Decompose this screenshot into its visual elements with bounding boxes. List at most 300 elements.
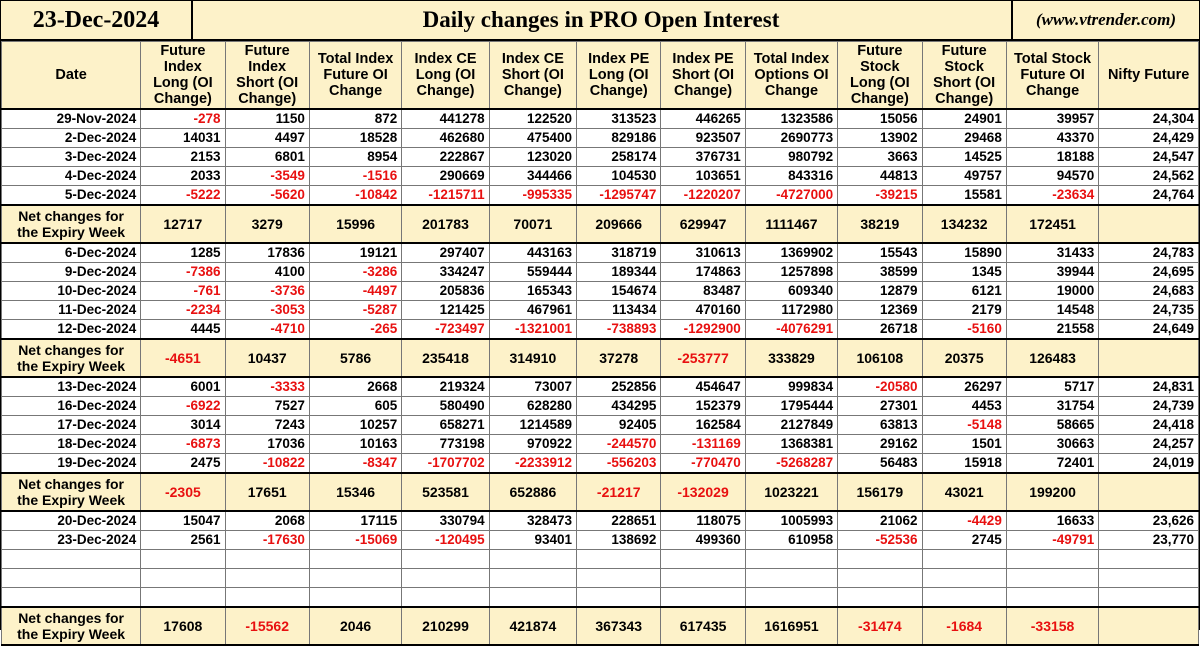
- value-cell: -31474: [838, 607, 922, 645]
- value-cell: 17836: [225, 243, 309, 263]
- value-cell: 106108: [838, 339, 922, 377]
- value-cell: 8954: [309, 148, 401, 167]
- value-cell: -39215: [838, 186, 922, 206]
- value-cell: -4651: [141, 339, 225, 377]
- value-cell: 21062: [838, 511, 922, 531]
- value-cell: -52536: [838, 531, 922, 550]
- value-cell: 843316: [745, 167, 837, 186]
- value-cell: 314910: [489, 339, 576, 377]
- value-cell: 44813: [838, 167, 922, 186]
- value-cell: -2305: [141, 473, 225, 511]
- value-cell: 3663: [838, 148, 922, 167]
- value-cell: -1220207: [661, 186, 745, 206]
- value-cell: 3279: [225, 205, 309, 243]
- value-cell: [577, 588, 661, 608]
- value-cell: 19000: [1006, 282, 1098, 301]
- value-cell: -131169: [661, 435, 745, 454]
- value-cell: 24,764: [1099, 186, 1199, 206]
- value-cell: 10437: [225, 339, 309, 377]
- value-cell: [225, 588, 309, 608]
- value-cell: 344466: [489, 167, 576, 186]
- value-cell: -556203: [577, 454, 661, 474]
- value-cell: 14031: [141, 129, 225, 148]
- value-cell: -20580: [838, 377, 922, 397]
- value-cell: 56483: [838, 454, 922, 474]
- value-cell: -995335: [489, 186, 576, 206]
- value-cell: 2561: [141, 531, 225, 550]
- column-header: Future Stock Short (OI Change): [922, 42, 1006, 110]
- value-cell: 6801: [225, 148, 309, 167]
- value-cell: [141, 569, 225, 588]
- value-cell: 27301: [838, 397, 922, 416]
- column-header: Index PE Short (OI Change): [661, 42, 745, 110]
- date-cell: 23-Dec-2024: [2, 531, 141, 550]
- value-cell: 24,429: [1099, 129, 1199, 148]
- table-row: [2, 588, 1199, 608]
- table-row: [2, 377, 1199, 397]
- value-cell: 580490: [402, 397, 489, 416]
- value-cell: 523581: [402, 473, 489, 511]
- value-cell: 5717: [1006, 377, 1098, 397]
- table-body: [2, 109, 1199, 645]
- value-cell: -4497: [309, 282, 401, 301]
- value-cell: 31433: [1006, 243, 1098, 263]
- value-cell: 92405: [577, 416, 661, 435]
- value-cell: 1368381: [745, 435, 837, 454]
- value-cell: 24,547: [1099, 148, 1199, 167]
- value-cell: 209666: [577, 205, 661, 243]
- value-cell: [1006, 569, 1098, 588]
- value-cell: -1321001: [489, 320, 576, 340]
- value-cell: 2745: [922, 531, 1006, 550]
- value-cell: 1111467: [745, 205, 837, 243]
- value-cell: 94570: [1006, 167, 1098, 186]
- value-cell: -6922: [141, 397, 225, 416]
- value-cell: -1295747: [577, 186, 661, 206]
- value-cell: 38599: [838, 263, 922, 282]
- value-cell: 629947: [661, 205, 745, 243]
- value-cell: [141, 550, 225, 569]
- value-cell: 15543: [838, 243, 922, 263]
- value-cell: 219324: [402, 377, 489, 397]
- value-cell: 421874: [489, 607, 576, 645]
- value-cell: 446265: [661, 109, 745, 129]
- value-cell: 24,649: [1099, 320, 1199, 340]
- value-cell: -770470: [661, 454, 745, 474]
- value-cell: 138692: [577, 531, 661, 550]
- value-cell: [745, 588, 837, 608]
- value-cell: [402, 550, 489, 569]
- value-cell: 228651: [577, 511, 661, 531]
- value-cell: 499360: [661, 531, 745, 550]
- value-cell: -132029: [661, 473, 745, 511]
- value-cell: -5287: [309, 301, 401, 320]
- value-cell: 49757: [922, 167, 1006, 186]
- value-cell: 15047: [141, 511, 225, 531]
- value-cell: 118075: [661, 511, 745, 531]
- value-cell: 923507: [661, 129, 745, 148]
- net-change-label: Net changes for the Expiry Week: [2, 473, 141, 511]
- value-cell: 10163: [309, 435, 401, 454]
- value-cell: 330794: [402, 511, 489, 531]
- report-title: Daily changes in PRO Open Interest: [191, 1, 1013, 39]
- date-cell: 6-Dec-2024: [2, 243, 141, 263]
- column-header: Total Index Future OI Change: [309, 42, 401, 110]
- value-cell: 310613: [661, 243, 745, 263]
- value-cell: 93401: [489, 531, 576, 550]
- column-header: Total Stock Future OI Change: [1006, 42, 1098, 110]
- value-cell: 1369902: [745, 243, 837, 263]
- value-cell: 1285: [141, 243, 225, 263]
- value-cell: 15890: [922, 243, 1006, 263]
- value-cell: 43021: [922, 473, 1006, 511]
- value-cell: -4429: [922, 511, 1006, 531]
- value-cell: 443163: [489, 243, 576, 263]
- value-cell: 872: [309, 109, 401, 129]
- value-cell: -738893: [577, 320, 661, 340]
- table-row: [2, 129, 1199, 148]
- value-cell: 1345: [922, 263, 1006, 282]
- value-cell: 462680: [402, 129, 489, 148]
- column-header: Future Index Short (OI Change): [225, 42, 309, 110]
- value-cell: 19121: [309, 243, 401, 263]
- value-cell: 24901: [922, 109, 1006, 129]
- value-cell: 2475: [141, 454, 225, 474]
- value-cell: 2068: [225, 511, 309, 531]
- value-cell: 4497: [225, 129, 309, 148]
- value-cell: -5268287: [745, 454, 837, 474]
- value-cell: 126483: [1006, 339, 1098, 377]
- value-cell: 123020: [489, 148, 576, 167]
- report-date: 23-Dec-2024: [1, 1, 193, 39]
- value-cell: 18528: [309, 129, 401, 148]
- date-cell: 11-Dec-2024: [2, 301, 141, 320]
- value-cell: 434295: [577, 397, 661, 416]
- value-cell: -7386: [141, 263, 225, 282]
- value-cell: 58665: [1006, 416, 1098, 435]
- value-cell: 103651: [661, 167, 745, 186]
- value-cell: 17608: [141, 607, 225, 645]
- value-cell: 4445: [141, 320, 225, 340]
- value-cell: 10257: [309, 416, 401, 435]
- column-header-row: [2, 42, 1199, 110]
- value-cell: -15069: [309, 531, 401, 550]
- value-cell: 24,418: [1099, 416, 1199, 435]
- value-cell: -4710: [225, 320, 309, 340]
- column-header: Index PE Long (OI Change): [577, 42, 661, 110]
- value-cell: -5148: [922, 416, 1006, 435]
- value-cell: 470160: [661, 301, 745, 320]
- value-cell: 222867: [402, 148, 489, 167]
- value-cell: [838, 588, 922, 608]
- value-cell: 2033: [141, 167, 225, 186]
- value-cell: 162584: [661, 416, 745, 435]
- value-cell: 1257898: [745, 263, 837, 282]
- value-cell: 134232: [922, 205, 1006, 243]
- value-cell: [1099, 569, 1199, 588]
- value-cell: 13902: [838, 129, 922, 148]
- table-row: [2, 511, 1199, 531]
- value-cell: 2153: [141, 148, 225, 167]
- value-cell: 31754: [1006, 397, 1098, 416]
- value-cell: 628280: [489, 397, 576, 416]
- value-cell: 39957: [1006, 109, 1098, 129]
- value-cell: 6001: [141, 377, 225, 397]
- value-cell: [577, 569, 661, 588]
- value-cell: -15562: [225, 607, 309, 645]
- value-cell: -265: [309, 320, 401, 340]
- value-cell: 70071: [489, 205, 576, 243]
- date-cell: 9-Dec-2024: [2, 263, 141, 282]
- value-cell: 24,783: [1099, 243, 1199, 263]
- net-change-row: [2, 607, 1199, 645]
- value-cell: 318719: [577, 243, 661, 263]
- value-cell: 174863: [661, 263, 745, 282]
- net-change-row: [2, 205, 1199, 243]
- table-row: [2, 569, 1199, 588]
- value-cell: 610958: [745, 531, 837, 550]
- value-cell: 24,257: [1099, 435, 1199, 454]
- value-cell: 23,626: [1099, 511, 1199, 531]
- date-cell: [2, 588, 141, 608]
- value-cell: [225, 569, 309, 588]
- value-cell: [838, 550, 922, 569]
- net-change-row: [2, 339, 1199, 377]
- value-cell: [661, 550, 745, 569]
- value-cell: 104530: [577, 167, 661, 186]
- table-row: [2, 550, 1199, 569]
- value-cell: 37278: [577, 339, 661, 377]
- value-cell: [489, 550, 576, 569]
- value-cell: 980792: [745, 148, 837, 167]
- column-header: Future Stock Long (OI Change): [838, 42, 922, 110]
- value-cell: 43370: [1006, 129, 1098, 148]
- value-cell: 15056: [838, 109, 922, 129]
- value-cell: 12369: [838, 301, 922, 320]
- value-cell: 24,695: [1099, 263, 1199, 282]
- value-cell: -2234: [141, 301, 225, 320]
- value-cell: 658271: [402, 416, 489, 435]
- value-cell: 38219: [838, 205, 922, 243]
- value-cell: 290669: [402, 167, 489, 186]
- value-cell: 156179: [838, 473, 922, 511]
- value-cell: 454647: [661, 377, 745, 397]
- value-cell: [922, 588, 1006, 608]
- value-cell: 1616951: [745, 607, 837, 645]
- value-cell: -21217: [577, 473, 661, 511]
- value-cell: -253777: [661, 339, 745, 377]
- value-cell: -10842: [309, 186, 401, 206]
- value-cell: 4100: [225, 263, 309, 282]
- value-cell: 15346: [309, 473, 401, 511]
- value-cell: 313523: [577, 109, 661, 129]
- date-cell: 13-Dec-2024: [2, 377, 141, 397]
- date-cell: 19-Dec-2024: [2, 454, 141, 474]
- value-cell: 24,739: [1099, 397, 1199, 416]
- value-cell: 999834: [745, 377, 837, 397]
- value-cell: 17651: [225, 473, 309, 511]
- value-cell: 24,735: [1099, 301, 1199, 320]
- value-cell: [661, 588, 745, 608]
- value-cell: -1292900: [661, 320, 745, 340]
- value-cell: 72401: [1006, 454, 1098, 474]
- value-cell: 829186: [577, 129, 661, 148]
- date-cell: 3-Dec-2024: [2, 148, 141, 167]
- value-cell: 376731: [661, 148, 745, 167]
- value-cell: 970922: [489, 435, 576, 454]
- value-cell: 23,770: [1099, 531, 1199, 550]
- value-cell: -3286: [309, 263, 401, 282]
- table-row: [2, 454, 1199, 474]
- value-cell: [745, 550, 837, 569]
- value-cell: 609340: [745, 282, 837, 301]
- value-cell: -8347: [309, 454, 401, 474]
- report-header: [1, 1, 1199, 41]
- value-cell: 121425: [402, 301, 489, 320]
- value-cell: -3053: [225, 301, 309, 320]
- date-cell: 4-Dec-2024: [2, 167, 141, 186]
- value-cell: 154674: [577, 282, 661, 301]
- table-row: [2, 186, 1199, 206]
- date-cell: 5-Dec-2024: [2, 186, 141, 206]
- date-cell: 18-Dec-2024: [2, 435, 141, 454]
- value-cell: 3014: [141, 416, 225, 435]
- value-cell: [577, 550, 661, 569]
- value-cell: 83487: [661, 282, 745, 301]
- value-cell: 7527: [225, 397, 309, 416]
- value-cell: [225, 550, 309, 569]
- value-cell: 152379: [661, 397, 745, 416]
- table-row: [2, 416, 1199, 435]
- table-row: [2, 148, 1199, 167]
- value-cell: 617435: [661, 607, 745, 645]
- value-cell: [489, 569, 576, 588]
- table-row: [2, 263, 1199, 282]
- value-cell: 205836: [402, 282, 489, 301]
- value-cell: [922, 550, 1006, 569]
- value-cell: 15581: [922, 186, 1006, 206]
- value-cell: 15918: [922, 454, 1006, 474]
- value-cell: -10822: [225, 454, 309, 474]
- value-cell: -1215711: [402, 186, 489, 206]
- column-header: Nifty Future: [1099, 42, 1199, 110]
- value-cell: [489, 588, 576, 608]
- table-row: [2, 397, 1199, 416]
- date-cell: [2, 569, 141, 588]
- value-cell: -33158: [1006, 607, 1098, 645]
- date-cell: 10-Dec-2024: [2, 282, 141, 301]
- value-cell: 15996: [309, 205, 401, 243]
- value-cell: -23634: [1006, 186, 1098, 206]
- value-cell: -5222: [141, 186, 225, 206]
- column-header: Future Index Long (OI Change): [141, 42, 225, 110]
- oi-table: [1, 41, 1199, 646]
- value-cell: 258174: [577, 148, 661, 167]
- value-cell: 16633: [1006, 511, 1098, 531]
- value-cell: [1099, 205, 1199, 243]
- value-cell: 30663: [1006, 435, 1098, 454]
- value-cell: 252856: [577, 377, 661, 397]
- value-cell: [1099, 550, 1199, 569]
- value-cell: 652886: [489, 473, 576, 511]
- value-cell: 559444: [489, 263, 576, 282]
- value-cell: 165343: [489, 282, 576, 301]
- table-row: [2, 109, 1199, 129]
- value-cell: 2046: [309, 607, 401, 645]
- value-cell: 1795444: [745, 397, 837, 416]
- value-cell: 2668: [309, 377, 401, 397]
- value-cell: 20375: [922, 339, 1006, 377]
- value-cell: 1214589: [489, 416, 576, 435]
- value-cell: 7243: [225, 416, 309, 435]
- value-cell: -5160: [922, 320, 1006, 340]
- date-cell: 12-Dec-2024: [2, 320, 141, 340]
- value-cell: -1684: [922, 607, 1006, 645]
- table-row: [2, 531, 1199, 550]
- value-cell: 1172980: [745, 301, 837, 320]
- value-cell: [402, 569, 489, 588]
- date-cell: 16-Dec-2024: [2, 397, 141, 416]
- value-cell: -6873: [141, 435, 225, 454]
- value-cell: 1323586: [745, 109, 837, 129]
- value-cell: 297407: [402, 243, 489, 263]
- value-cell: 2179: [922, 301, 1006, 320]
- value-cell: 2127849: [745, 416, 837, 435]
- value-cell: -278: [141, 109, 225, 129]
- value-cell: 24,304: [1099, 109, 1199, 129]
- value-cell: 24,831: [1099, 377, 1199, 397]
- net-change-label: Net changes for the Expiry Week: [2, 607, 141, 645]
- value-cell: 73007: [489, 377, 576, 397]
- value-cell: 4453: [922, 397, 1006, 416]
- value-cell: 29468: [922, 129, 1006, 148]
- value-cell: 24,562: [1099, 167, 1199, 186]
- net-change-row: [2, 473, 1199, 511]
- value-cell: 17036: [225, 435, 309, 454]
- value-cell: 122520: [489, 109, 576, 129]
- table-row: [2, 301, 1199, 320]
- value-cell: [309, 569, 401, 588]
- value-cell: 2690773: [745, 129, 837, 148]
- value-cell: -17630: [225, 531, 309, 550]
- value-cell: -761: [141, 282, 225, 301]
- net-change-label: Net changes for the Expiry Week: [2, 205, 141, 243]
- value-cell: 1005993: [745, 511, 837, 531]
- date-cell: 17-Dec-2024: [2, 416, 141, 435]
- net-change-label: Net changes for the Expiry Week: [2, 339, 141, 377]
- value-cell: [1099, 588, 1199, 608]
- date-cell: 20-Dec-2024: [2, 511, 141, 531]
- value-cell: 12879: [838, 282, 922, 301]
- value-cell: 63813: [838, 416, 922, 435]
- value-cell: 1150: [225, 109, 309, 129]
- value-cell: -1516: [309, 167, 401, 186]
- value-cell: 201783: [402, 205, 489, 243]
- value-cell: [661, 569, 745, 588]
- value-cell: 26297: [922, 377, 1006, 397]
- table-row: [2, 243, 1199, 263]
- value-cell: 29162: [838, 435, 922, 454]
- value-cell: -244570: [577, 435, 661, 454]
- value-cell: -3333: [225, 377, 309, 397]
- column-header: Index CE Short (OI Change): [489, 42, 576, 110]
- table-row: [2, 320, 1199, 340]
- value-cell: -3549: [225, 167, 309, 186]
- value-cell: [745, 569, 837, 588]
- date-cell: [2, 550, 141, 569]
- value-cell: [1099, 607, 1199, 645]
- value-cell: [1006, 550, 1098, 569]
